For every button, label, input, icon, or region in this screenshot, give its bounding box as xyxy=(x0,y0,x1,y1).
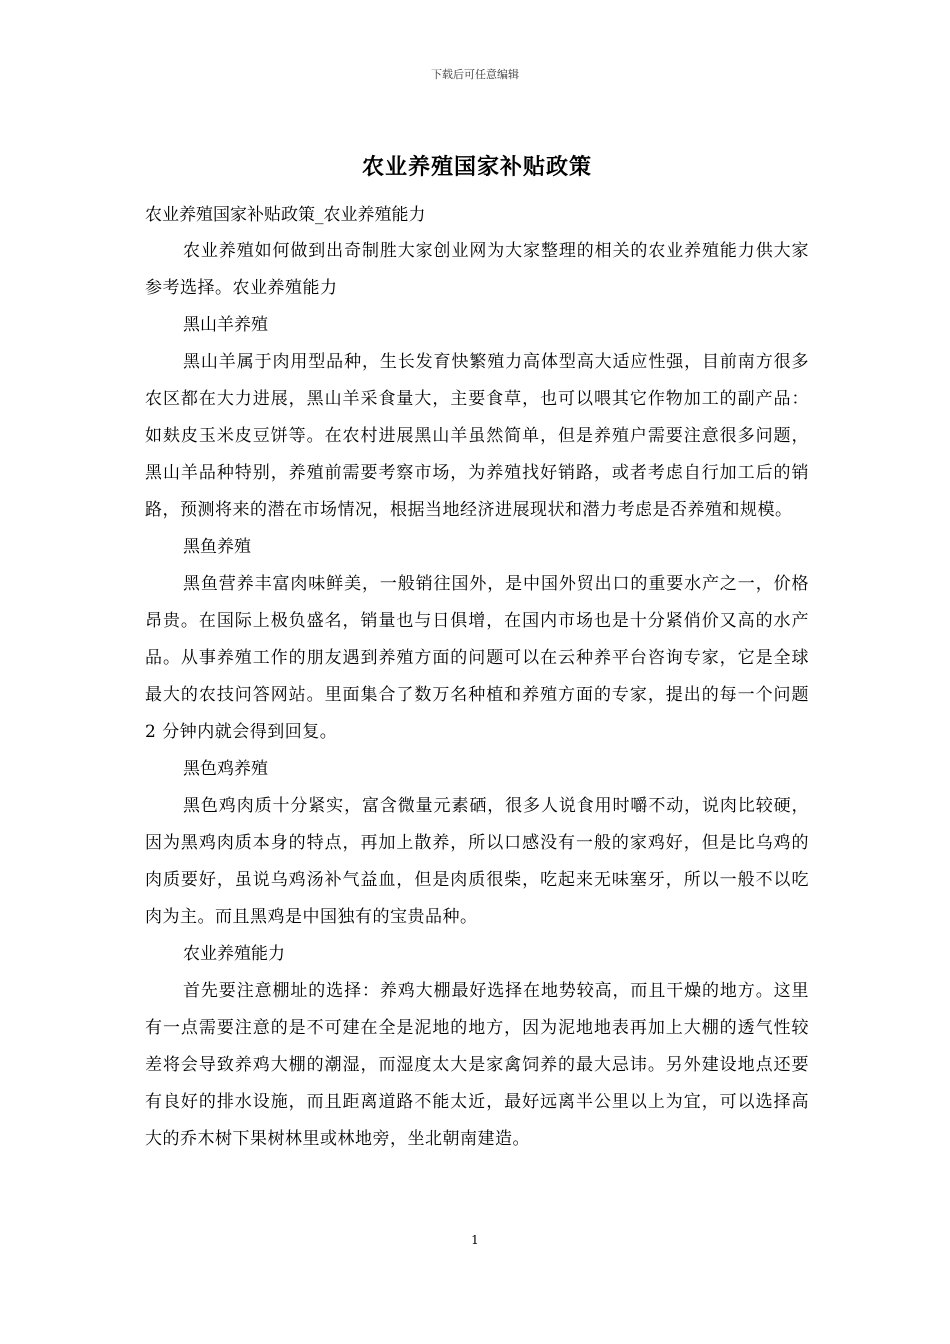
section-heading-goat: 黑山羊养殖 xyxy=(183,315,268,335)
page-number: 1 xyxy=(471,1233,479,1247)
section-heading-chicken: 黑色鸡养殖 xyxy=(183,759,268,779)
section-heading-skills: 农业养殖能力 xyxy=(183,944,285,964)
document-body xyxy=(145,150,809,1158)
header-note: 下载后可任意编辑 xyxy=(431,68,519,81)
document-title: 农业养殖国家补贴政策 xyxy=(361,154,592,180)
section-paragraph-goat: 黑山羊属于肉用型品种，生长发育快繁殖力高体型高大适应性强，目前南方很多农区都在大力进展，黑山羊采食量大，主要食草，也可以喂其它作物加工的副产品：如麸皮玉米皮豆饼等。在农村进展黑山羊虽然简单，但是养殖户需要注意很多问题，黑山羊品种特别，养殖前需要考察市场，为养殖找好销路，或者考虑自行加工后的销路，预测将来的潜在市场情况，根据当地经济进展现状和潜力考虑是否养殖和规模。 xyxy=(145,352,809,520)
intro-paragraph: 农业养殖如何做到出奇制胜大家创业网为大家整理的相关的农业养殖能力供大家参考选择。农业养殖能力 xyxy=(145,241,809,298)
document-subtitle: 农业养殖国家补贴政策_农业养殖能力 xyxy=(145,205,426,225)
section-paragraph-fish: 黑鱼营养丰富肉味鲜美，一般销往国外，是中国外贸出口的重要水产之一，价格昂贵。在国际上极负盛名，销量也与日俱增，在国内市场也是十分紧俏价又高的水产品。从事养殖工作的朋友遇到养殖方面的问题可以在云种养平台咨询专家，它是全球最大的农技问答网站。里面集合了数万名种植和养殖方面的专家，提出的每一个问题 2 分钟内就会得到回复。 xyxy=(145,574,809,742)
section-paragraph-skills: 首先要注意棚址的选择：养鸡大棚最好选择在地势较高，而且干燥的地方。这里有一点需要注意的是不可建在全是泥地的地方，因为泥地地表再加上大棚的透气性较差将会导致养鸡大棚的潮湿，而湿度太大是家禽饲养的最大忌讳。另外建设地点还要有良好的排水设施，而且距离道路不能太近，最好远离半公里以上为宜，可以选择高大的乔木树下果树林里或林地旁，坐北朝南建造。 xyxy=(145,981,809,1149)
section-paragraph-chicken: 黑色鸡肉质十分紧实，富含微量元素硒，很多人说食用时嚼不动，说肉比较硬，因为黑鸡肉质本身的特点，再加上散养，所以口感没有一般的家鸡好，但是比乌鸡的肉质要好，虽说乌鸡汤补气益血，但是肉质很柴，吃起来无味塞牙，所以一般不以吃肉为主。而且黑鸡是中国独有的宝贵品种。 xyxy=(145,796,809,927)
section-heading-fish: 黑鱼养殖 xyxy=(183,537,251,557)
